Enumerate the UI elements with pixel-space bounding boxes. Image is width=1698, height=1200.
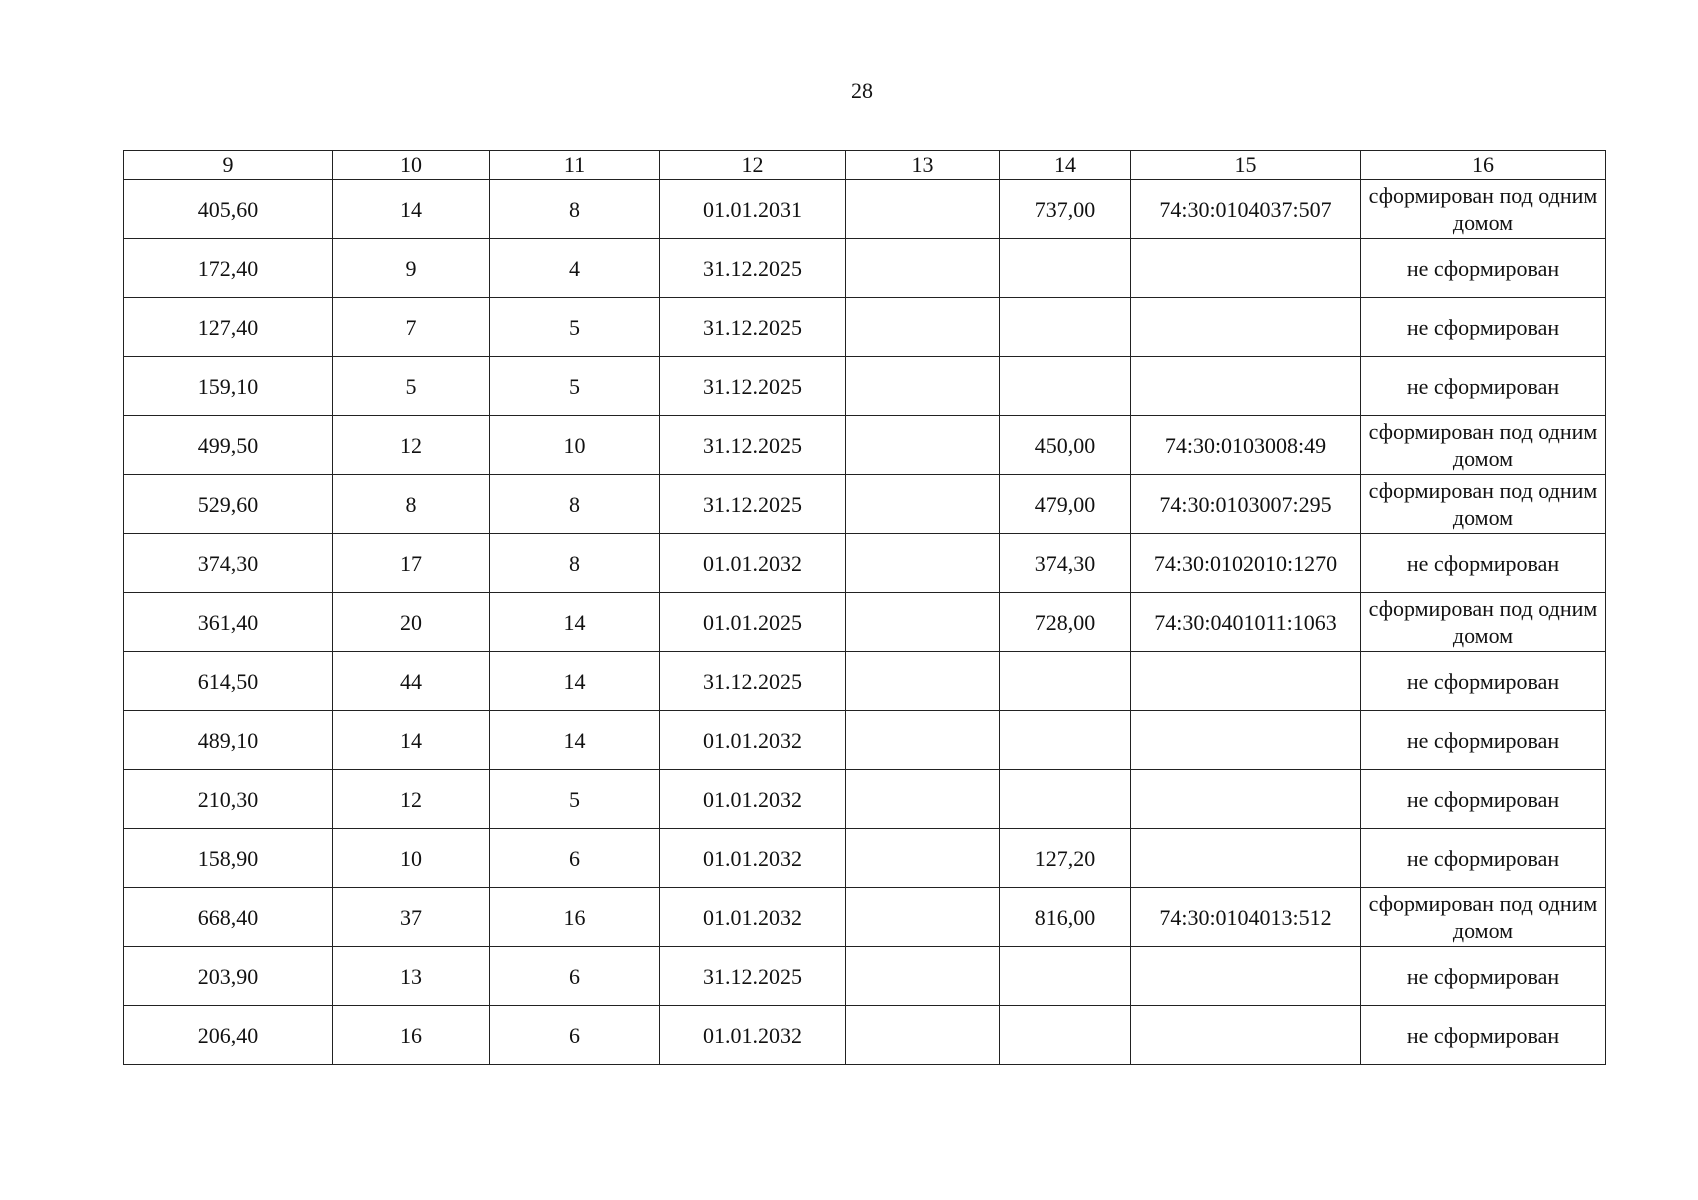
land-area-cell [1000, 239, 1131, 298]
table-row [124, 416, 1606, 475]
status-cell: сформирован под одним домом [1361, 180, 1606, 239]
area-cell: 203,90 [124, 947, 333, 1006]
area-cell: 206,40 [124, 1006, 333, 1065]
cadastral-number-cell: 74:30:0104013:512 [1131, 888, 1361, 947]
land-area-cell: 479,00 [1000, 475, 1131, 534]
date-cell: 01.01.2031 [660, 180, 846, 239]
land-area-cell: 737,00 [1000, 180, 1131, 239]
col13-cell [846, 475, 1000, 534]
area-cell: 489,10 [124, 711, 333, 770]
area-cell: 159,10 [124, 357, 333, 416]
col13-cell [846, 770, 1000, 829]
table-row [124, 829, 1606, 888]
date-cell: 01.01.2032 [660, 711, 846, 770]
status-cell: не сформирован [1361, 357, 1606, 416]
col13-cell [846, 239, 1000, 298]
apartments-cell: 8 [490, 475, 660, 534]
apartments-cell: 5 [490, 298, 660, 357]
table-row [124, 888, 1606, 947]
date-cell: 01.01.2032 [660, 1006, 846, 1065]
apartments-cell: 4 [490, 239, 660, 298]
area-cell: 210,30 [124, 770, 333, 829]
column-header: 12 [660, 151, 846, 180]
col13-cell [846, 829, 1000, 888]
area-cell: 405,60 [124, 180, 333, 239]
apartments-cell: 14 [490, 593, 660, 652]
table-header [124, 151, 1606, 180]
area-cell: 668,40 [124, 888, 333, 947]
cadastral-number-cell [1131, 652, 1361, 711]
col13-cell [846, 298, 1000, 357]
column-header: 11 [490, 151, 660, 180]
col13-cell [846, 1006, 1000, 1065]
col13-cell [846, 180, 1000, 239]
residents-cell: 44 [333, 652, 490, 711]
table-row [124, 180, 1606, 239]
land-area-cell [1000, 770, 1131, 829]
residents-cell: 12 [333, 416, 490, 475]
cadastral-number-cell [1131, 947, 1361, 1006]
status-cell: сформирован под одним домом [1361, 888, 1606, 947]
table-row [124, 298, 1606, 357]
cadastral-number-cell [1131, 357, 1361, 416]
column-header: 14 [1000, 151, 1131, 180]
date-cell: 31.12.2025 [660, 357, 846, 416]
apartments-cell: 5 [490, 357, 660, 416]
land-area-cell: 816,00 [1000, 888, 1131, 947]
status-cell: не сформирован [1361, 239, 1606, 298]
cadastral-number-cell [1131, 711, 1361, 770]
col13-cell [846, 947, 1000, 1006]
date-cell: 31.12.2025 [660, 652, 846, 711]
column-header: 16 [1361, 151, 1606, 180]
col13-cell [846, 888, 1000, 947]
table-row [124, 357, 1606, 416]
land-area-cell [1000, 1006, 1131, 1065]
area-cell: 614,50 [124, 652, 333, 711]
apartments-cell: 6 [490, 1006, 660, 1065]
table-row [124, 534, 1606, 593]
apartments-cell: 8 [490, 180, 660, 239]
table-row [124, 1006, 1606, 1065]
residents-cell: 9 [333, 239, 490, 298]
status-cell: не сформирован [1361, 534, 1606, 593]
land-area-cell [1000, 652, 1131, 711]
land-area-cell: 127,20 [1000, 829, 1131, 888]
status-cell: не сформирован [1361, 652, 1606, 711]
residents-cell: 14 [333, 711, 490, 770]
table-row [124, 239, 1606, 298]
date-cell: 01.01.2032 [660, 770, 846, 829]
column-header: 9 [124, 151, 333, 180]
cadastral-number-cell [1131, 770, 1361, 829]
date-cell: 01.01.2025 [660, 593, 846, 652]
col13-cell [846, 652, 1000, 711]
land-area-cell [1000, 947, 1131, 1006]
col13-cell [846, 416, 1000, 475]
land-area-cell: 728,00 [1000, 593, 1131, 652]
data-table [123, 150, 1606, 1065]
date-cell: 31.12.2025 [660, 298, 846, 357]
status-cell: не сформирован [1361, 1006, 1606, 1065]
apartments-cell: 16 [490, 888, 660, 947]
table-row [124, 711, 1606, 770]
area-cell: 172,40 [124, 239, 333, 298]
column-header: 15 [1131, 151, 1361, 180]
land-area-cell [1000, 711, 1131, 770]
area-cell: 127,40 [124, 298, 333, 357]
residents-cell: 17 [333, 534, 490, 593]
cadastral-number-cell [1131, 829, 1361, 888]
apartments-cell: 5 [490, 770, 660, 829]
cadastral-number-cell [1131, 239, 1361, 298]
table-row [124, 475, 1606, 534]
date-cell: 31.12.2025 [660, 475, 846, 534]
table-body [124, 180, 1606, 1065]
apartments-cell: 6 [490, 947, 660, 1006]
status-cell: сформирован под одним домом [1361, 593, 1606, 652]
cadastral-number-cell [1131, 1006, 1361, 1065]
status-cell: сформирован под одним домом [1361, 416, 1606, 475]
cadastral-number-cell: 74:30:0103007:295 [1131, 475, 1361, 534]
table-row [124, 652, 1606, 711]
residents-cell: 37 [333, 888, 490, 947]
status-cell: не сформирован [1361, 947, 1606, 1006]
area-cell: 499,50 [124, 416, 333, 475]
date-cell: 31.12.2025 [660, 947, 846, 1006]
residents-cell: 12 [333, 770, 490, 829]
table-row [124, 770, 1606, 829]
table-row [124, 947, 1606, 1006]
residents-cell: 20 [333, 593, 490, 652]
area-cell: 374,30 [124, 534, 333, 593]
cadastral-number-cell [1131, 298, 1361, 357]
land-area-cell [1000, 298, 1131, 357]
residents-cell: 13 [333, 947, 490, 1006]
apartments-cell: 14 [490, 711, 660, 770]
land-area-cell: 374,30 [1000, 534, 1131, 593]
cadastral-number-cell: 74:30:0102010:1270 [1131, 534, 1361, 593]
table-row [124, 593, 1606, 652]
cadastral-number-cell: 74:30:0103008:49 [1131, 416, 1361, 475]
area-cell: 529,60 [124, 475, 333, 534]
status-cell: сформирован под одним домом [1361, 475, 1606, 534]
status-cell: не сформирован [1361, 298, 1606, 357]
column-header: 13 [846, 151, 1000, 180]
residents-cell: 5 [333, 357, 490, 416]
header-row [124, 151, 1606, 180]
residents-cell: 8 [333, 475, 490, 534]
apartments-cell: 10 [490, 416, 660, 475]
date-cell: 31.12.2025 [660, 416, 846, 475]
area-cell: 158,90 [124, 829, 333, 888]
status-cell: не сформирован [1361, 829, 1606, 888]
land-area-cell [1000, 357, 1131, 416]
apartments-cell: 6 [490, 829, 660, 888]
residents-cell: 14 [333, 180, 490, 239]
column-header: 10 [333, 151, 490, 180]
land-area-cell: 450,00 [1000, 416, 1131, 475]
residents-cell: 16 [333, 1006, 490, 1065]
date-cell: 01.01.2032 [660, 829, 846, 888]
cadastral-number-cell: 74:30:0104037:507 [1131, 180, 1361, 239]
date-cell: 01.01.2032 [660, 534, 846, 593]
col13-cell [846, 534, 1000, 593]
cadastral-number-cell: 74:30:0401011:1063 [1131, 593, 1361, 652]
residents-cell: 10 [333, 829, 490, 888]
col13-cell [846, 711, 1000, 770]
date-cell: 01.01.2032 [660, 888, 846, 947]
col13-cell [846, 357, 1000, 416]
residents-cell: 7 [333, 298, 490, 357]
area-cell: 361,40 [124, 593, 333, 652]
status-cell: не сформирован [1361, 770, 1606, 829]
page-number: 28 [851, 78, 873, 103]
date-cell: 31.12.2025 [660, 239, 846, 298]
apartments-cell: 14 [490, 652, 660, 711]
col13-cell [846, 593, 1000, 652]
apartments-cell: 8 [490, 534, 660, 593]
status-cell: не сформирован [1361, 711, 1606, 770]
